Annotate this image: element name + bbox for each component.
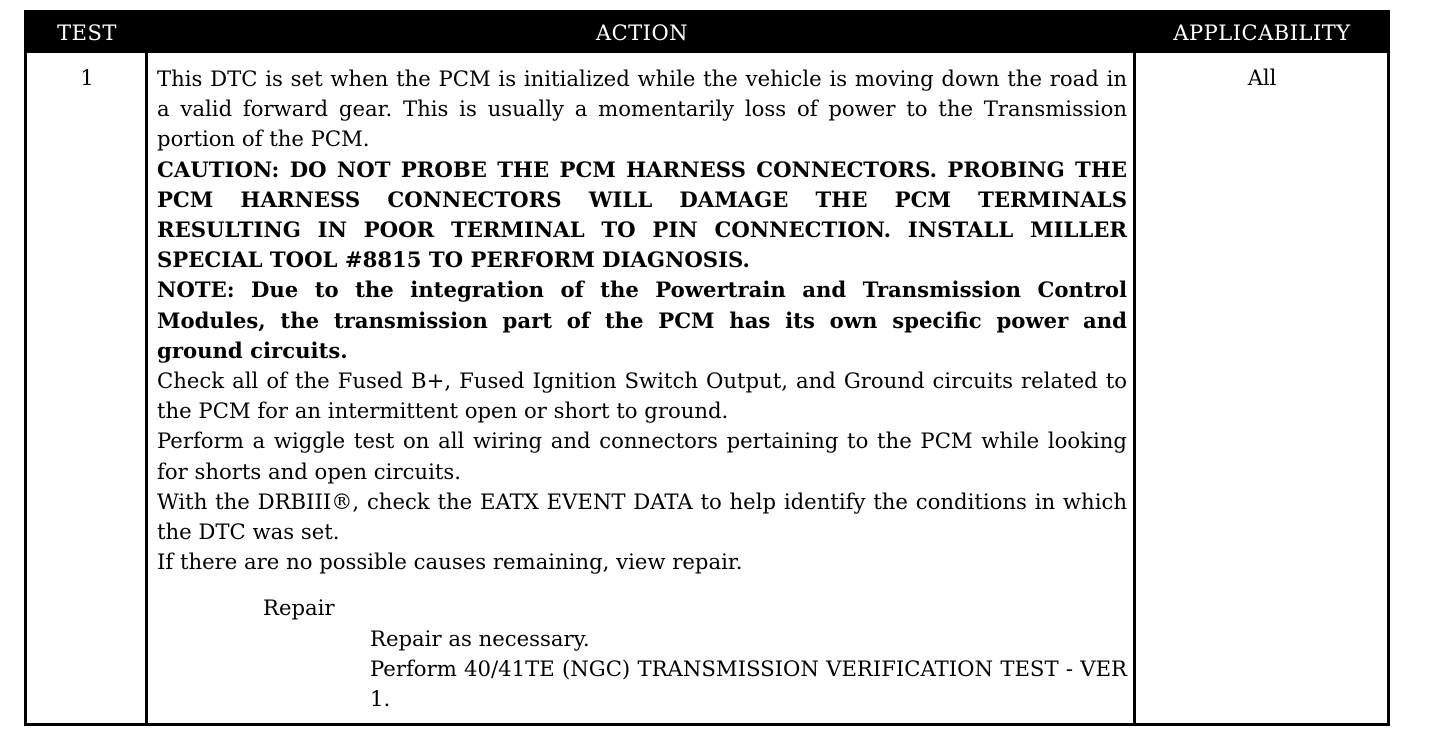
header-applicability: APPLICABILITY bbox=[1173, 21, 1351, 45]
column-divider bbox=[1133, 53, 1136, 723]
wiggle-test-text: Perform a wiggle test on all wiring and connectors pertaining to the PCM while looking for shorts and open circuits. bbox=[157, 428, 1127, 484]
repair-line: Perform 40/41TE (NGC) TRANSMISSION VERIFICATION TEST - VER 1. bbox=[370, 655, 1127, 712]
header-action: ACTION bbox=[595, 21, 689, 45]
check-text: Check all of the Fused B+, Fused Ignition Switch Output, and Ground circuits related to the PCM for an intermittent open or short to ground. bbox=[157, 368, 1127, 424]
table-header bbox=[27, 13, 1387, 53]
repair-instructions bbox=[370, 624, 1127, 715]
applicability-value: All bbox=[1247, 66, 1277, 90]
note-text: NOTE: Due to the integration of the Powertrain and Transmission Control Modules, the transmission part of the PCM has its own specific power and ground circuits. bbox=[157, 277, 1127, 363]
header-test: TEST bbox=[57, 21, 117, 45]
action-cell bbox=[157, 64, 1127, 714]
repair-label: Repair bbox=[263, 595, 335, 621]
test-number: 1 bbox=[80, 66, 94, 90]
diagnostic-test-table bbox=[24, 10, 1390, 726]
repair-line: Repair as necessary. bbox=[370, 625, 590, 651]
drbiii-text: With the DRBIII®, check the EATX EVENT DATA to help identify the conditions in which the DTC was set. bbox=[157, 488, 1127, 545]
caution-text: CAUTION: DO NOT PROBE THE PCM HARNESS CONNECTORS. PROBING THE PCM HARNESS CONNECTORS WILL DAMAGE THE PCM TERMINALS RESULTING IN POOR TERMINAL TO PIN CONNECTION. INSTALL MILLER SPECIAL TOOL #8815 TO PERFORM DIAGNOSIS. bbox=[157, 156, 1127, 273]
no-causes-text: If there are no possible causes remaining, view repair. bbox=[157, 549, 743, 575]
intro-text: This DTC is set when the PCM is initialized while the vehicle is moving down the road in a valid forward gear. This is usually a momentarily loss of power to the Transmission portion of the PCM. bbox=[157, 66, 1127, 152]
column-divider bbox=[145, 53, 148, 723]
